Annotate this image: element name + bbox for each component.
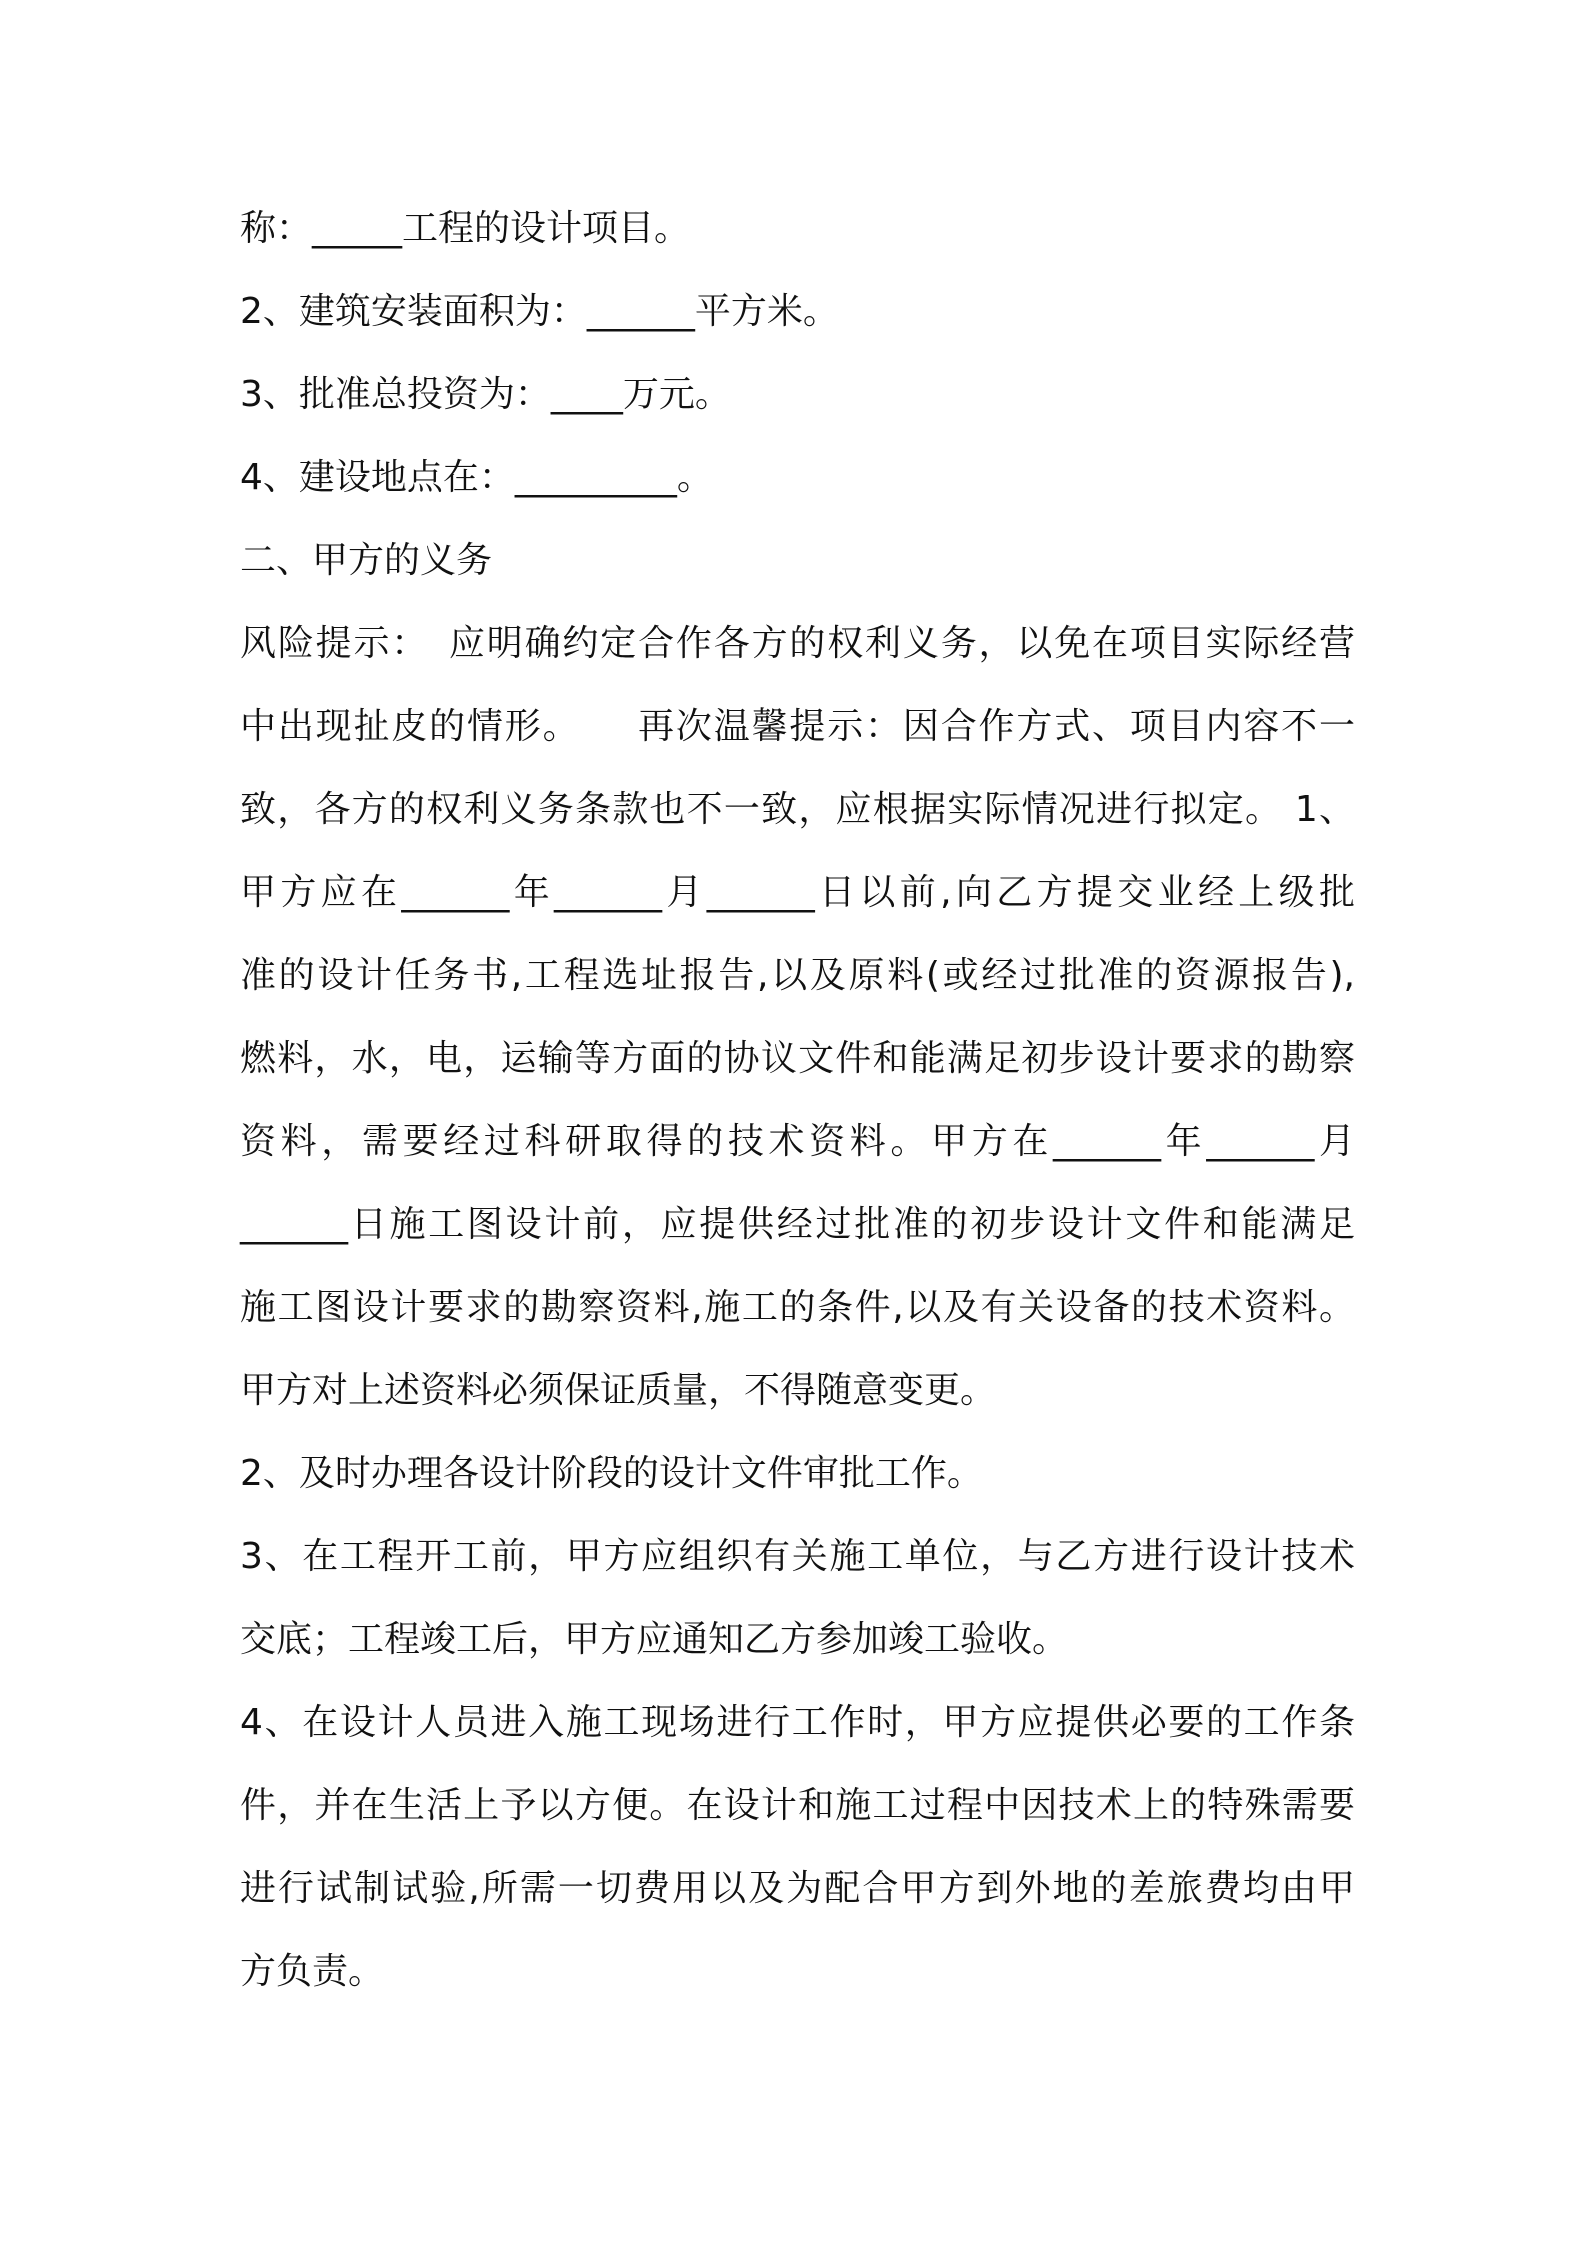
text-line-12: 资料，需要经过科研取得的技术资料。甲方在______年______月: [240, 1121, 1355, 1162]
text-line-6: 风险提示： 应明确约定合作各方的权利义务，以免在项目实际经营: [240, 623, 1355, 664]
text-line-20: 件，并在生活上予以方便。在设计和施工过程中因技术上的特殊需要: [240, 1785, 1355, 1826]
text-line-8: 致，各方的权利义务条款也不一致，应根据实际情况进行拟定。 1、: [240, 789, 1355, 830]
text-line-15: 甲方对上述资料必须保证质量，不得随意变更。: [240, 1370, 997, 1411]
text-line-7: 中出现扯皮的情形。 再次温馨提示：因合作方式、项目内容不一: [240, 706, 1355, 747]
text-line-14: 施工图设计要求的勘察资料,施工的条件,以及有关设备的技术资料。: [240, 1287, 1355, 1328]
text-line-18: 交底；工程竣工后，甲方应通知乙方参加竣工验收。: [240, 1619, 1069, 1660]
text-line-3: 3、批准总投资为：____万元。: [240, 374, 731, 415]
text-line-17: 3、在工程开工前，甲方应组织有关施工单位，与乙方进行设计技术: [240, 1536, 1355, 1577]
text-line-4: 4、建设地点在：_________。: [240, 457, 713, 498]
text-line-10: 准的设计任务书,工程选址报告,以及原料(或经过批准的资源报告),: [240, 955, 1355, 996]
section-heading: 二、甲方的义务: [240, 540, 493, 581]
text-line-19: 4、在设计人员进入施工现场进行工作时，甲方应提供必要的工作条: [240, 1702, 1355, 1743]
text-line-16: 2、及时办理各设计阶段的设计文件审批工作。: [240, 1453, 983, 1494]
document-body: [240, 187, 1355, 2013]
text-line-2: 2、建筑安装面积为：______平方米。: [240, 291, 839, 332]
text-line-9: 甲方应在______年______月______日以前,向乙方提交业经上级批: [240, 872, 1355, 913]
text-line-22: 方负责。: [240, 1951, 385, 1992]
text-line-11: 燃料，水，电，运输等方面的协议文件和能满足初步设计要求的勘察: [240, 1038, 1355, 1079]
text-line-13: ______日施工图设计前，应提供经过批准的初步设计文件和能满足: [240, 1204, 1355, 1245]
text-line-1: 称：_____工程的设计项目。: [240, 208, 691, 249]
text-line-21: 进行试制试验,所需一切费用以及为配合甲方到外地的差旅费均由甲: [240, 1868, 1355, 1909]
